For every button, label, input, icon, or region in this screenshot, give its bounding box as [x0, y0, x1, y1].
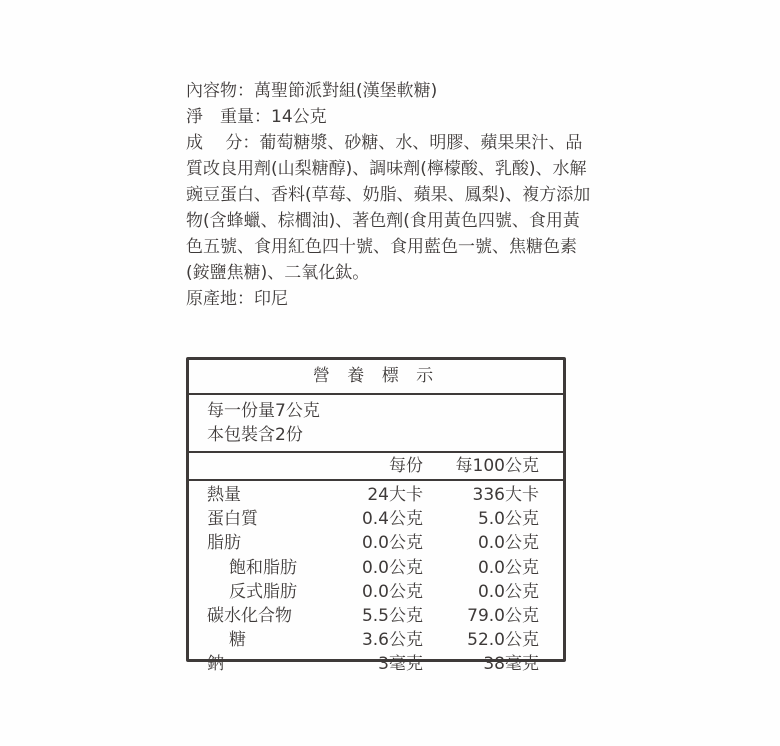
product-info [186, 78, 606, 312]
per-100g-value: 0.0公克 [477, 533, 539, 554]
per-serving-value: 24大卡 [367, 485, 423, 505]
per-100g-value: 0.0公克 [477, 581, 539, 602]
nutrition-row [189, 556, 563, 580]
nutrition-row [189, 483, 563, 507]
per-serving-value: 0.4公克 [361, 509, 423, 530]
nutrition-title: 營 養 標 示 [189, 360, 563, 395]
column-per-100g: 每100公克 [455, 456, 539, 476]
nutrient-label: 糖 [229, 630, 246, 651]
nutrition-row [189, 604, 563, 628]
per-serving-value: 0.0公克 [361, 581, 423, 602]
nutrition-row [189, 652, 563, 676]
nutrient-label: 碳水化合物 [207, 605, 292, 626]
per-100g-value: 0.0公克 [477, 557, 539, 578]
nutrient-label: 反式脂肪 [229, 581, 297, 602]
nutrition-column-header [189, 453, 563, 481]
per-100g-value: 79.0公克 [467, 605, 539, 626]
ingredients-line: 成 分：葡萄糖漿、砂糖、水、明膠、蘋果果汁、品質改良用劑(山梨糖醇)、調味劑(檸檬酸、乳酸)、水解豌豆蛋白、香料(草莓、奶脂、蘋果、鳳梨)、複方添加物(含蜂蠟、棕櫚油)、著色劑(食用黃色四號、食用黃色五號、食用紅色四十號、食用藍色一號、焦糖色素(銨鹽焦糖)、二氧化鈦。 [186, 133, 591, 283]
per-serving-value: 5.5公克 [361, 605, 423, 626]
nutrient-label: 鈉 [207, 654, 224, 675]
nutrition-row [189, 580, 563, 604]
per-serving-value: 0.0公克 [361, 533, 423, 554]
nutrient-label: 蛋白質 [207, 509, 258, 530]
per-100g-value: 336大卡 [472, 485, 539, 505]
per-serving-value: 3毫克 [378, 654, 423, 675]
nutrition-row [189, 628, 563, 652]
serving-info [189, 395, 563, 453]
nutrition-rows [189, 481, 563, 677]
per-serving-value: 0.0公克 [361, 557, 423, 578]
nutrient-label: 脂肪 [207, 533, 241, 554]
origin-line: 原產地：印尼 [186, 289, 288, 309]
contents-line: 內容物：萬聖節派對組(漢堡軟糖) [186, 81, 438, 101]
per-100g-value: 52.0公克 [467, 630, 539, 651]
per-100g-value: 38毫克 [483, 654, 539, 675]
per-100g-value: 5.0公克 [477, 509, 539, 530]
nutrient-label: 飽和脂肪 [229, 557, 297, 578]
nutrition-row [189, 531, 563, 555]
servings-per-package: 本包裝含2份 [207, 425, 303, 445]
net-weight-line: 淨 重量：14公克 [186, 107, 327, 127]
column-per-serving: 每份 [389, 456, 423, 476]
serving-size: 每一份量7公克 [207, 401, 320, 421]
nutrition-facts-panel [186, 357, 566, 675]
nutrient-label: 熱量 [207, 485, 241, 505]
per-serving-value: 3.6公克 [361, 630, 423, 651]
nutrition-row [189, 507, 563, 531]
